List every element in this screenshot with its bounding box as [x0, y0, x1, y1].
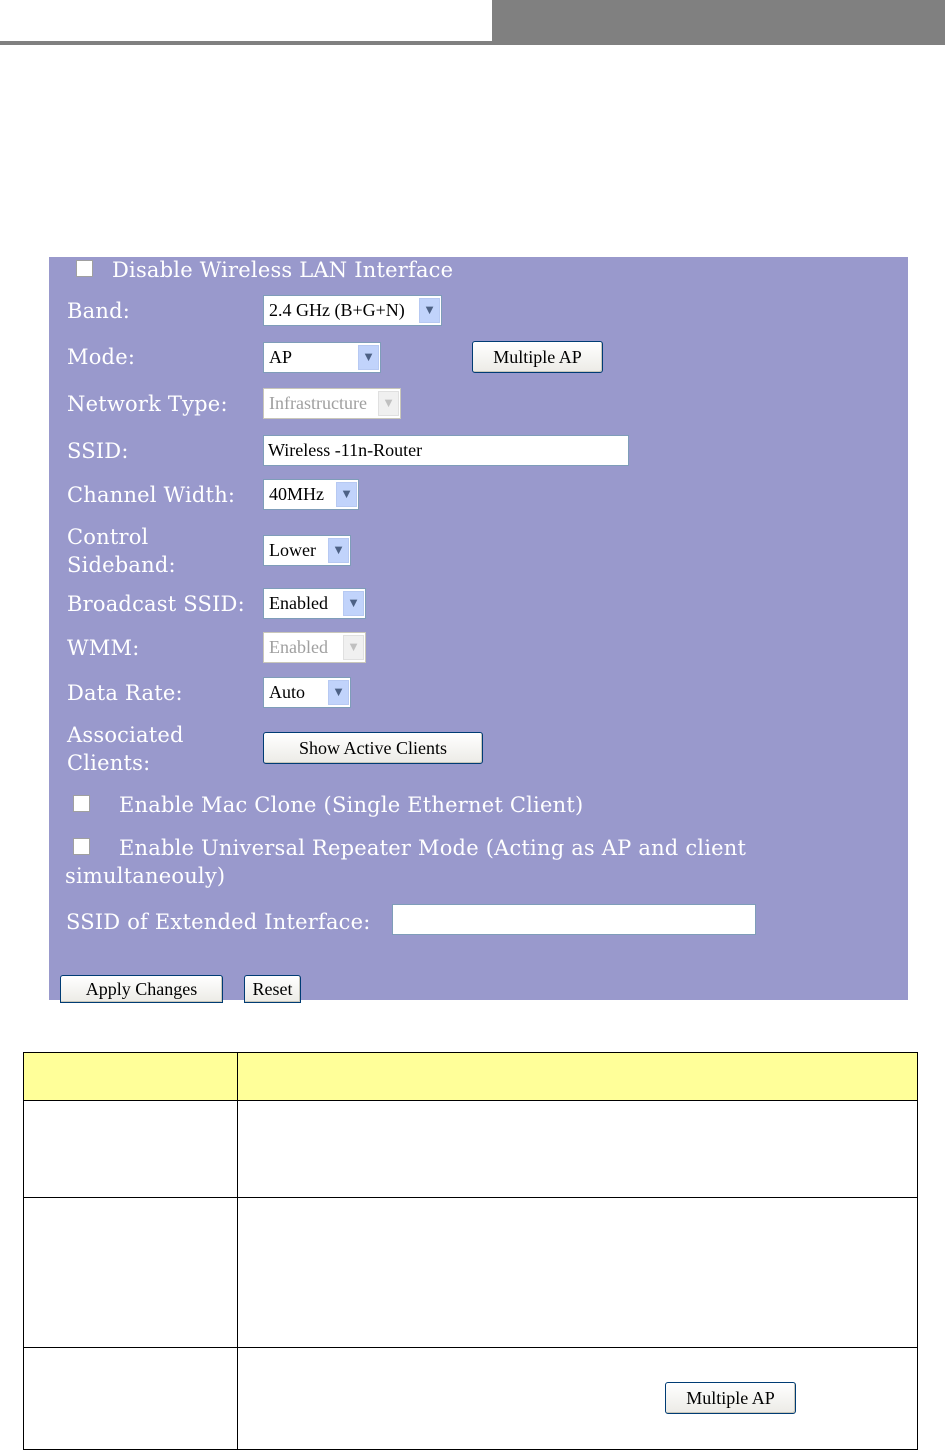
channel-width-label: Channel Width: — [67, 483, 236, 507]
table-row — [24, 1198, 918, 1348]
data-rate-label: Data Rate: — [67, 681, 183, 705]
dropdown-arrow-icon: ▼ — [328, 538, 349, 563]
table-cell — [238, 1348, 918, 1450]
multiple-ap-button-reference[interactable]: Multiple AP — [665, 1382, 796, 1414]
reset-button[interactable]: Reset — [244, 975, 301, 1003]
ssid-label: SSID: — [67, 439, 129, 463]
ssid-input[interactable]: Wireless -11n-Router — [263, 435, 629, 466]
table-cell — [24, 1348, 238, 1450]
band-select-value: 2.4 GHz (B+G+N) — [269, 300, 405, 320]
table-header-cell — [238, 1053, 918, 1101]
table-header-row — [24, 1053, 918, 1101]
mac-clone-label: Enable Mac Clone (Single Ethernet Client) — [119, 793, 584, 817]
data-rate-select-value: Auto — [269, 682, 305, 702]
show-active-clients-button[interactable]: Show Active Clients — [263, 732, 483, 764]
mode-select[interactable] — [263, 342, 381, 373]
table-header-cell — [24, 1053, 238, 1101]
broadcast-ssid-select[interactable] — [263, 588, 366, 619]
disable-wlan-label: Disable Wireless LAN Interface — [112, 258, 454, 282]
control-sideband-label: Control Sideband: — [67, 525, 176, 577]
network-type-label: Network Type: — [67, 392, 228, 416]
data-rate-select[interactable] — [263, 677, 351, 708]
disable-wlan-checkbox[interactable] — [76, 260, 93, 277]
multiple-ap-button[interactable]: Multiple AP — [472, 341, 603, 373]
mode-label: Mode: — [67, 345, 136, 369]
universal-repeater-label: Enable Universal Repeater Mode (Acting as AP and client simultaneouly) — [65, 836, 747, 888]
wmm-label: WMM: — [67, 636, 140, 660]
channel-width-select-value: 40MHz — [269, 484, 324, 504]
wireless-basic-settings-panel — [49, 257, 908, 1000]
dropdown-arrow-icon: ▼ — [358, 345, 379, 370]
dropdown-arrow-icon: ▼ — [336, 482, 357, 507]
broadcast-ssid-label: Broadcast SSID: — [67, 592, 245, 616]
dropdown-arrow-icon: ▼ — [343, 635, 364, 660]
network-type-select-value: Infrastructure — [269, 393, 367, 413]
header-bar — [492, 0, 945, 45]
dropdown-arrow-icon: ▼ — [378, 391, 399, 416]
mode-select-value: AP — [269, 347, 293, 367]
table-cell — [24, 1101, 238, 1198]
ext-ssid-label: SSID of Extended Interface: — [66, 910, 371, 934]
dropdown-arrow-icon: ▼ — [343, 591, 364, 616]
wmm-select-value: Enabled — [269, 637, 328, 657]
control-sideband-select[interactable] — [263, 535, 351, 566]
wmm-select[interactable] — [263, 632, 366, 663]
band-select[interactable] — [263, 295, 442, 326]
control-sideband-select-value: Lower — [269, 540, 316, 560]
description-table — [23, 1052, 918, 1450]
band-label: Band: — [67, 299, 130, 323]
ext-ssid-input[interactable] — [392, 904, 756, 935]
dropdown-arrow-icon: ▼ — [419, 298, 440, 323]
table-row — [24, 1101, 918, 1198]
table-cell — [24, 1198, 238, 1348]
table-row — [24, 1348, 918, 1450]
header-rule — [0, 41, 492, 45]
dropdown-arrow-icon: ▼ — [328, 680, 349, 705]
network-type-select[interactable] — [263, 388, 401, 419]
associated-clients-label: Associated Clients: — [67, 723, 184, 775]
table-cell — [238, 1198, 918, 1348]
apply-changes-button[interactable]: Apply Changes — [60, 975, 223, 1003]
table-cell — [238, 1101, 918, 1198]
channel-width-select[interactable] — [263, 479, 359, 510]
mac-clone-checkbox[interactable] — [73, 795, 90, 812]
broadcast-ssid-select-value: Enabled — [269, 593, 328, 613]
